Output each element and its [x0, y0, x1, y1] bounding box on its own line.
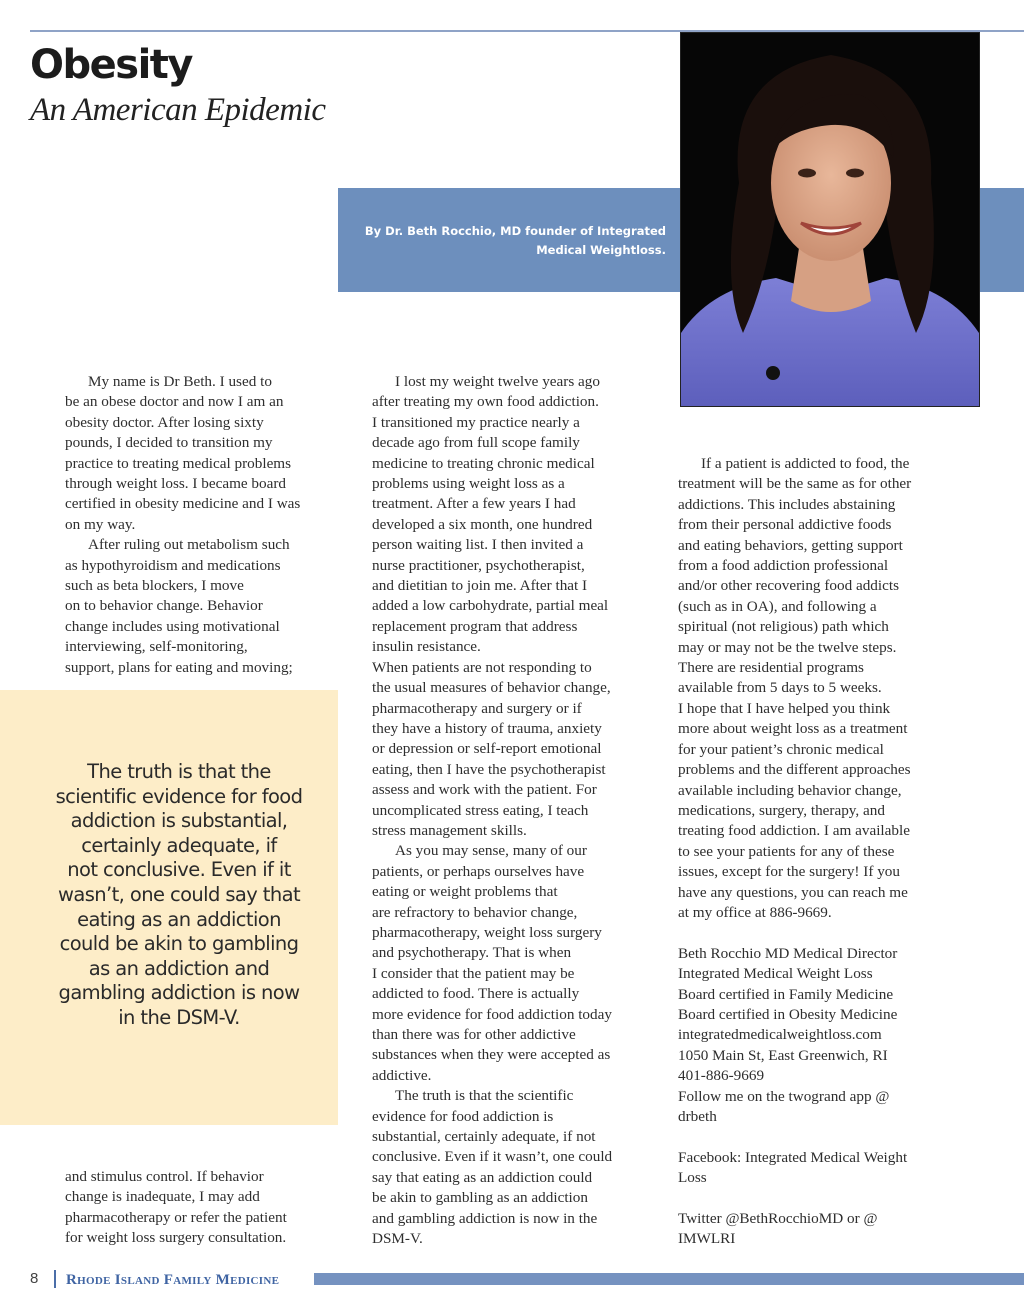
text-line: There are residential programs [678, 659, 864, 677]
text-line: for your patient’s chronic medical [678, 740, 884, 758]
text-line: The truth is that the scientific [395, 1087, 574, 1105]
signature-block [678, 944, 978, 1128]
paragraph [65, 535, 355, 678]
publication-name: Rhode Island Family Medicine [66, 1272, 280, 1288]
text-line: spiritual (not religious) path which [678, 618, 889, 636]
text-line: certified in obesity medicine and I was [65, 495, 301, 513]
text-line: practice to treating medical problems [65, 454, 292, 472]
text-line: nurse practitioner, psychotherapist, [372, 556, 585, 574]
column-1-continued [65, 1167, 355, 1249]
text-line: problems and the different approaches [678, 761, 911, 779]
text-line: through weight loss. I became board [65, 475, 287, 493]
text-line: are refractory to behavior change, [372, 903, 578, 921]
text-line: for weight loss surgery consultation. [65, 1229, 287, 1247]
paragraph [372, 841, 672, 1086]
text-line: available from 5 days to 5 weeks. [678, 679, 882, 697]
text-line: decade ago from full scope family [372, 434, 580, 452]
pullquote-line: could be akin to gambling [59, 932, 299, 956]
pullquote-line: addiction is substantial, [70, 809, 288, 833]
paragraph [372, 658, 672, 842]
text-line: assess and work with the patient. For [372, 781, 597, 799]
text-line: may or may not be the twelve steps. [678, 638, 897, 656]
text-line: and psychotherapy. That is when [372, 944, 572, 962]
text-line: Follow me on the twogrand app @ [678, 1087, 890, 1105]
text-line: If a patient is addicted to food, the [701, 455, 910, 472]
text-line: available including behavior change, [678, 781, 902, 799]
text-line: than there was for other addictive [372, 1026, 576, 1043]
text-line: drbeth [678, 1107, 717, 1125]
text-line: I consider that the patient may be [372, 964, 575, 982]
text-line: at my office at 886-9669. [678, 903, 832, 921]
text-line: addicted to food. There is actually [372, 985, 580, 1003]
text-line: more evidence for food addiction today [372, 1005, 612, 1023]
text-line: Board certified in Family Medicine [678, 985, 894, 1003]
pullquote-line: not conclusive. Even if it [67, 858, 291, 882]
text-line: have any questions, you can reach me [678, 883, 908, 901]
pullquote-line: certainly adequate, if [81, 833, 277, 857]
text-line: and gambling addiction is now in the [372, 1209, 598, 1227]
text-line: DSM-V. [372, 1230, 423, 1248]
pullquote-line: in the DSM-V. [118, 1005, 240, 1029]
address-text: 1050 Main St, East Greenwich, RI [678, 1046, 888, 1064]
text-line: from their personal addictive foods [678, 516, 892, 534]
text-line: I hope that I have helped you think [678, 699, 891, 717]
text-line: interviewing, self-monitoring, [65, 638, 248, 656]
text-line: As you may sense, many of our [395, 842, 587, 860]
text-line: pounds, I decided to transition my [65, 434, 273, 452]
text-line: more about weight loss as a treatment [678, 720, 908, 738]
text-line: Loss [678, 1169, 707, 1187]
paragraph [678, 454, 978, 699]
column-2 [372, 372, 672, 1249]
text-line: after treating my own food addiction. [372, 393, 599, 411]
text-line: issues, except for the surgery! If you [678, 863, 900, 881]
text-line: and dietitian to join me. After that I [372, 577, 588, 595]
text-line: problems using weight loss as a [372, 475, 565, 493]
text-line: substantial, certainly adequate, if not [372, 1128, 596, 1146]
text-line: and/or other recovering food addicts [678, 577, 899, 595]
phone-text: 401-886-9669 [678, 1067, 765, 1085]
pullquote-line: eating as an addiction [77, 907, 281, 931]
text-line: support, plans for eating and moving; [65, 658, 293, 676]
pullquote-line: scientific evidence for food [55, 784, 303, 808]
text-line: say that eating as an addiction could [372, 1168, 593, 1186]
pullquote-line: The truth is that the [87, 760, 271, 783]
text-line: be an obese doctor and now I am an [65, 393, 284, 411]
text-line: added a low carbohydrate, partial meal [372, 597, 609, 615]
paragraph [372, 1086, 672, 1249]
text-line: pharmacotherapy and surgery or if [372, 699, 582, 717]
byline [340, 222, 666, 260]
text-line: conclusive. Even if it wasn’t, one could [372, 1148, 613, 1166]
website-text: integratedmedicalweightloss.com [678, 1026, 882, 1044]
text-line: medications, surgery, therapy, and [678, 801, 885, 819]
footer-rule [314, 1273, 1024, 1285]
text-line: Twitter @BethRocchioMD or @ [678, 1209, 878, 1227]
paragraph [65, 372, 355, 535]
byline-line: Medical Weightloss. [536, 243, 666, 257]
text-line: as hypothyroidism and medications [65, 556, 281, 574]
text-line: or depression or self-report emotional [372, 740, 602, 758]
twitter-line [678, 1209, 978, 1250]
text-line: evidence for food addiction is [372, 1107, 554, 1125]
spacer [678, 1189, 978, 1209]
column-3 [678, 454, 978, 1250]
text-line: on to behavior change. Behavior [65, 597, 263, 615]
byline-line: By Dr. Beth Rocchio, MD founder of Integrated [364, 224, 666, 238]
spacer [678, 1127, 978, 1147]
text-line: addictions. This includes abstaining [678, 495, 896, 513]
text-line: Facebook: Integrated Medical Weight [678, 1148, 908, 1166]
column-1 [65, 372, 355, 678]
text-line: When patients are not responding to [372, 658, 592, 676]
text-line: eating, then I have the psychotherapist [372, 760, 606, 778]
text-line: they have a history of trauma, anxiety [372, 719, 602, 737]
text-line: and eating behaviors, getting support [678, 536, 903, 554]
article-title: Obesity [30, 42, 192, 88]
text-line: (such as in OA), and following a [678, 597, 877, 615]
text-line: I transitioned my practice nearly a [372, 413, 580, 431]
text-line: IMWLRI [678, 1230, 736, 1248]
text-line: Board certified in Obesity Medicine [678, 1005, 898, 1023]
text-line: and stimulus control. If behavior [65, 1168, 264, 1185]
text-line: Beth Rocchio MD Medical Director [678, 944, 898, 962]
text-line: replacement program that address [372, 617, 578, 635]
text-line: insulin resistance. [372, 638, 481, 656]
text-line: person waiting list. I then invited a [372, 536, 584, 554]
pullquote-line: wasn’t, one could say that [58, 882, 300, 906]
text-line: change is inadequate, I may add [65, 1188, 260, 1206]
text-line: patients, or perhaps ourselves have [372, 862, 585, 880]
text-line: developed a six month, one hundred [372, 515, 593, 533]
pullquote [38, 760, 320, 1031]
text-line: obesity doctor. After losing sixty [65, 413, 264, 431]
pullquote-line: as an addiction and [88, 956, 270, 980]
author-photo [680, 32, 980, 407]
text-line: on my way. [65, 515, 136, 533]
text-line: uncomplicated stress eating, I teach [372, 801, 589, 819]
text-line: treating food addiction. I am available [678, 822, 910, 840]
text-line: treatment. After a few years I had [372, 495, 576, 513]
text-line: from a food addiction professional [678, 557, 889, 575]
portrait-photo-icon [681, 33, 979, 406]
text-line: My name is Dr Beth. I used to [88, 373, 272, 390]
footer-separator [54, 1270, 56, 1288]
text-line: I lost my weight twelve years ago [395, 373, 600, 390]
text-line: treatment will be the same as for other [678, 475, 912, 493]
text-line: such as beta blockers, I move [65, 577, 244, 595]
paragraph [372, 372, 672, 658]
text-line: stress management skills. [372, 821, 527, 839]
text-line: pharmacotherapy or refer the patient [65, 1208, 287, 1226]
text-line: the usual measures of behavior change, [372, 679, 611, 697]
text-line: eating or weight problems that [372, 883, 558, 901]
text-line: to see your patients for any of these [678, 842, 895, 860]
text-line: change includes using motivational [65, 617, 280, 635]
paragraph [678, 699, 978, 923]
text-line: Integrated Medical Weight Loss [678, 965, 873, 983]
text-line: be akin to gambling as an addiction [372, 1189, 588, 1207]
text-line: After ruling out metabolism such [88, 536, 290, 554]
facebook-line [678, 1148, 978, 1189]
page-number: 8 [30, 1270, 39, 1287]
spacer [678, 923, 978, 943]
pullquote-line: gambling addiction is now [58, 981, 300, 1005]
text-line: pharmacotherapy, weight loss surgery [372, 923, 602, 941]
paragraph [65, 1167, 355, 1249]
text-line: addictive. [372, 1066, 432, 1084]
text-line: substances when they were accepted as [372, 1046, 611, 1064]
text-line: medicine to treating chronic medical [372, 454, 595, 472]
article-subtitle: An American Epidemic [30, 92, 326, 128]
